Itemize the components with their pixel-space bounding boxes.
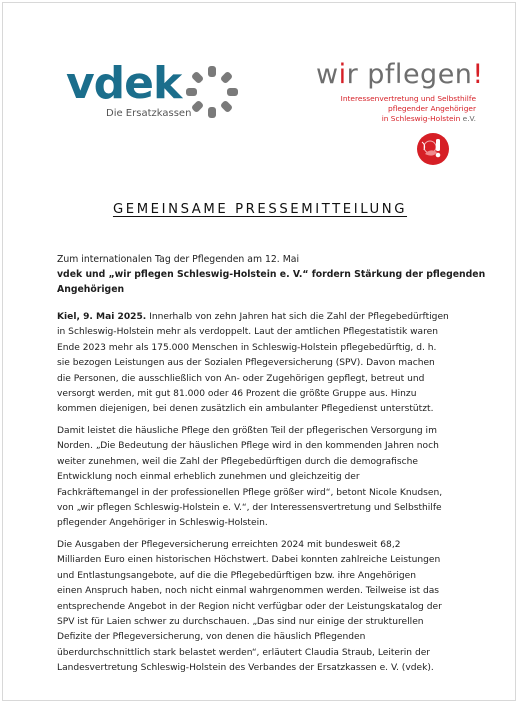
paragraph-line: Fachkräftemangel in der professionellen Pflege größer wird“, betont Nicole Knudsen, (57, 487, 443, 498)
paragraph-1 (57, 310, 477, 418)
wir-pflegen-subtitle (341, 94, 476, 124)
wp-title-w: w (316, 59, 339, 90)
paragraph-line (57, 310, 477, 325)
paragraph-line: Landesvertretung Schleswig-Holstein des Verbandes der Ersatzkassen e. V. (vdek). (57, 663, 434, 674)
wp-sub-suffix: e.V. (460, 114, 476, 123)
paragraph-line: weiter zunehmen, weil die Zahl der Pflegebedürftigen durch die demografische (57, 456, 418, 467)
paragraph-line: Entwicklung noch einmal erheblich zunehmen und gleichzeitig der (57, 472, 360, 483)
subheadline (57, 267, 486, 298)
paragraph-line: Die Ausgaben der Pflegeversicherung erreichten 2024 mit bundesweit 68,2 (57, 540, 401, 550)
paragraph-line: Ende 2023 mehr als 175.000 Menschen in Schleswig-Holstein pflegebedürftig, d. h. (57, 342, 437, 353)
dateline: Kiel, 9. Mai 2025. (57, 312, 147, 322)
vdek-tagline: Die Ersatzkassen (106, 108, 192, 119)
paragraph-line: in Schleswig-Holstein mehr als verdoppelt. Laut der amtlichen Pflegestatistik waren (57, 327, 439, 338)
paragraph-line: kommen diejenigen, bei denen zusätzlich ein ambulanter Pflegedienst unterstützt. (57, 404, 434, 415)
paragraph-line: einen Anspruch haben, noch nicht einmal wahrgenommen werden. Teilweise ist das (57, 586, 440, 597)
paragraph-line: und Entlastungsangebote, auf die die Pflegebedürftigen bzw. ihre Angehörigen (57, 570, 416, 581)
wp-title-rest: r pflegen (346, 59, 473, 90)
page-title: GEMEINSAME PRESSEMITTEILUNG (112, 202, 408, 217)
paragraph-line: SPV ist für Laien schwer zu durchschauen. „Das sind nur einige der strukturellen (57, 617, 424, 628)
paragraph-3 (57, 538, 477, 677)
subhead-line: vdek und „wir pflegen Schleswig-Holstein e. V.“ fordern Stärkung der pflegenden (57, 269, 486, 280)
wp-sub-line-2: pflegender Angehöriger (388, 104, 476, 113)
wp-sub-line-1: Interessenvertretung und Selbsthilfe (340, 94, 476, 103)
paragraph-line: sie bezogen Leistungen aus der Sozialen Pflegeversicherung (SPV). Davon machen (57, 358, 435, 369)
paragraph-line: Milliarden Euro einen historischen Höchstwert. Dabei konnten zahlreiche Leistungen (57, 555, 441, 566)
intro-line: Zum internationalen Tag der Pflegenden am 12. Mai (57, 254, 300, 265)
paragraph-line: Defizite der Pflegeversicherung, von denen die häuslich Pflegenden (57, 632, 366, 643)
paragraph-line: Damit leistet die häusliche Pflege den größten Teil der pflegerischen Versorgung im (57, 426, 437, 436)
wp-sub-line-3: in Schleswig-Holstein (381, 114, 461, 123)
paragraph-line: die Personen, die ausschließlich von An- oder Zugehörigen gepflegt, betreut und (57, 373, 425, 384)
subhead-line: Angehörigen (57, 284, 125, 296)
paragraph-2 (57, 424, 477, 532)
vdek-logo (66, 58, 246, 132)
wp-title-i: i (338, 59, 347, 90)
paragraph-line: überdurchschnittlich stark belastet werden“, erläutert Claudia Straub, Leiterin der (57, 647, 431, 658)
paragraph-line: entsprechende Angebot in der Region nicht verfügbar oder der Leistungskatalog der (57, 601, 442, 612)
wp-title-bang: ! (472, 59, 484, 90)
paragraph-line: versorgt werden, mit gut 81.000 oder 46 Prozent die größte Gruppe aus. Hinzu (57, 389, 417, 400)
paragraph-line: pflegender Angehöriger in Schleswig-Holstein. (57, 518, 268, 529)
vdek-ring-icon (184, 64, 240, 120)
paragraph-line-rest: Innerhalb von zehn Jahren hat sich die Zahl der Pflegebedürftigen (146, 312, 449, 322)
vdek-wordmark: vdek (66, 58, 182, 109)
wir-pflegen-logo (316, 59, 484, 172)
heart-badge-icon (416, 132, 450, 166)
paragraph-line: von „wir pflegen Schleswig-Holstein e. V.“, der Interessensvertretung und Selbsthilfe (57, 503, 442, 514)
wir-pflegen-title (316, 60, 484, 90)
paragraph-line: Norden. „Die Bedeutung der häuslichen Pflege wird in den kommenden Jahren noch (57, 441, 439, 452)
